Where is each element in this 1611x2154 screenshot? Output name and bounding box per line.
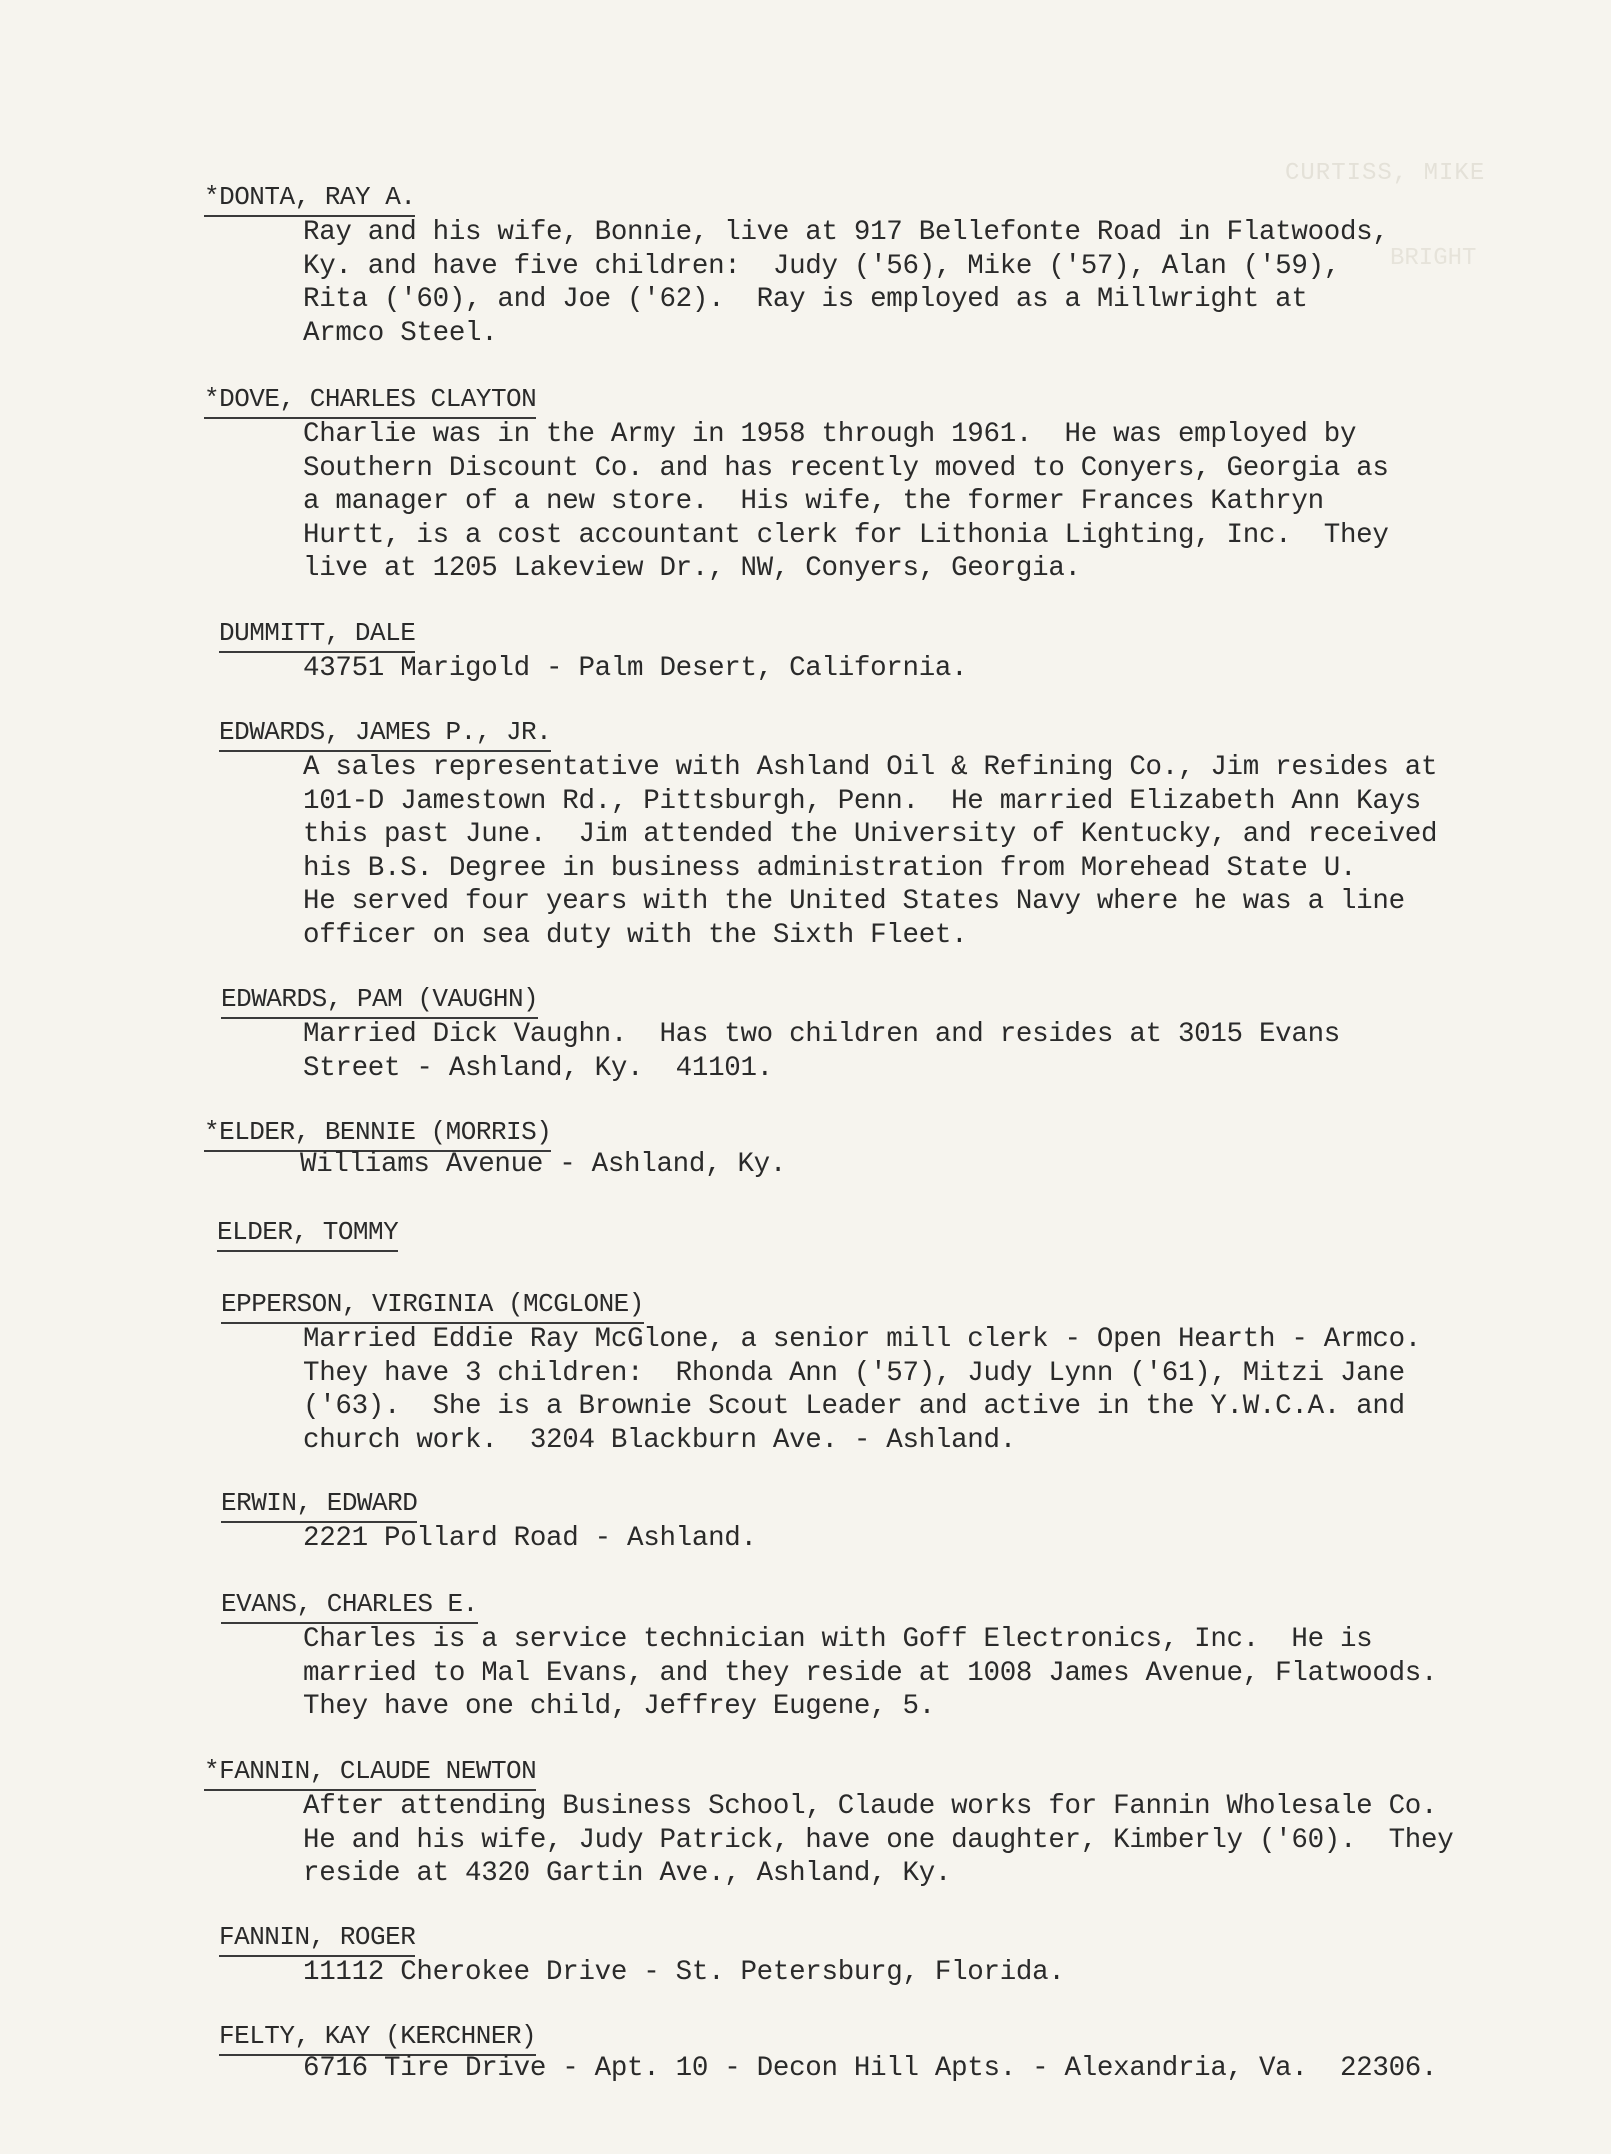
entry-line: Married Dick Vaughn. Has two children and resides at 3015 Evans [303,1019,1340,1050]
entry-line: Charles is a service technician with Goff Electronics, Inc. He is [303,1624,1373,1655]
entry-line: reside at 4320 Gartin Ave., Ashland, Ky. [303,1858,952,1890]
entry-name: *ELDER, BENNIE (MORRIS) [204,1115,551,1152]
entry-line: 101-D Jamestown Rd., Pittsburgh, Penn. He married Elizabeth Ann Kays [303,785,1421,817]
entry-line: Hurtt, is a cost accountant clerk for Lithonia Lighting, Inc. They [303,519,1389,551]
entry-name: *DOVE, CHARLES CLAYTON [204,382,536,419]
entry-name: EDWARDS, PAM (VAUGHN) [221,982,538,1019]
entry-line: They have 3 children: Rhonda Ann ('57), Judy Lynn ('61), Mitzi Jane [303,1357,1405,1389]
entry-line: They have one child, Jeffrey Eugene, 5. [303,1691,935,1723]
entry-line: 6716 Tire Drive - Apt. 10 - Decon Hill Apts. - Alexandria, Va. 22306. [303,2053,1438,2084]
entry-line: Rita ('60), and Joe ('62). Ray is employed as a Millwright at [303,284,1308,316]
entry-line: Married Eddie Ray McGlone, a senior mill clerk - Open Hearth - Armco. [303,1324,1421,1355]
entry-name: FELTY, KAY (KERCHNER) [219,2019,536,2056]
entry-line: Charlie was in the Army in 1958 through 1961. He was employed by [303,419,1357,450]
entry-name: EVANS, CHARLES E. [221,1587,478,1624]
show-through-text-2: BRIGHT [1390,245,1477,272]
entry-line: He served four years with the United States Navy where he was a line [303,886,1405,918]
entry-line: 43751 Marigold - Palm Desert, California. [303,653,968,684]
entry-line: his B.S. Degree in business administration from Morehead State U. [303,852,1357,884]
entry-line: Ray and his wife, Bonnie, live at 917 Bellefonte Road in Flatwoods, [303,217,1389,248]
entry-line: He and his wife, Judy Patrick, have one daughter, Kimberly ('60). They [303,1824,1454,1856]
show-through-text: CURTISS, MIKE [1285,160,1486,187]
entry-line: Armco Steel. [303,317,498,349]
entry-line: officer on sea duty with the Sixth Fleet. [303,920,968,951]
entry-name: *DONTA, RAY A. [204,180,415,217]
entry-line: ('63). She is a Brownie Scout Leader and active in the Y.W.C.A. and [303,1391,1405,1423]
entry-name: *FANNIN, CLAUDE NEWTON [204,1754,536,1791]
entry-line: a manager of a new store. His wife, the former Frances Kathryn [303,486,1324,518]
entry-line: Southern Discount Co. and has recently moved to Conyers, Georgia as [303,452,1389,484]
entry-line: Street - Ashland, Ky. 41101. [303,1052,773,1084]
entry-line: 2221 Pollard Road - Ashland. [303,1523,757,1554]
entry-name: ELDER, TOMMY [217,1215,398,1252]
entry-line: married to Mal Evans, and they reside at 1008 James Avenue, Flatwoods. [303,1657,1438,1689]
entry-line: church work. 3204 Blackburn Ave. - Ashland. [303,1424,1016,1456]
entry-line: 11112 Cherokee Drive - St. Petersburg, Florida. [303,1957,1065,1988]
entry-name: FANNIN, ROGER [219,1920,415,1957]
entry-name: ERWIN, EDWARD [221,1486,417,1523]
entry-name: EDWARDS, JAMES P., JR. [219,715,551,752]
entry-line: Williams Avenue - Ashland, Ky. [300,1149,787,1180]
entry-line: After attending Business School, Claude works for Fannin Wholesale Co. [303,1791,1438,1822]
entry-line: A sales representative with Ashland Oil & Refining Co., Jim resides at [303,752,1438,783]
entry-name: EPPERSON, VIRGINIA (MCGLONE) [221,1287,644,1324]
entry-line: live at 1205 Lakeview Dr., NW, Conyers, Georgia. [303,553,1081,585]
entry-name: DUMMITT, DALE [219,616,415,653]
entry-line: this past June. Jim attended the University of Kentucky, and received [303,819,1438,851]
entry-line: Ky. and have five children: Judy ('56), Mike ('57), Alan ('59), [303,250,1340,282]
